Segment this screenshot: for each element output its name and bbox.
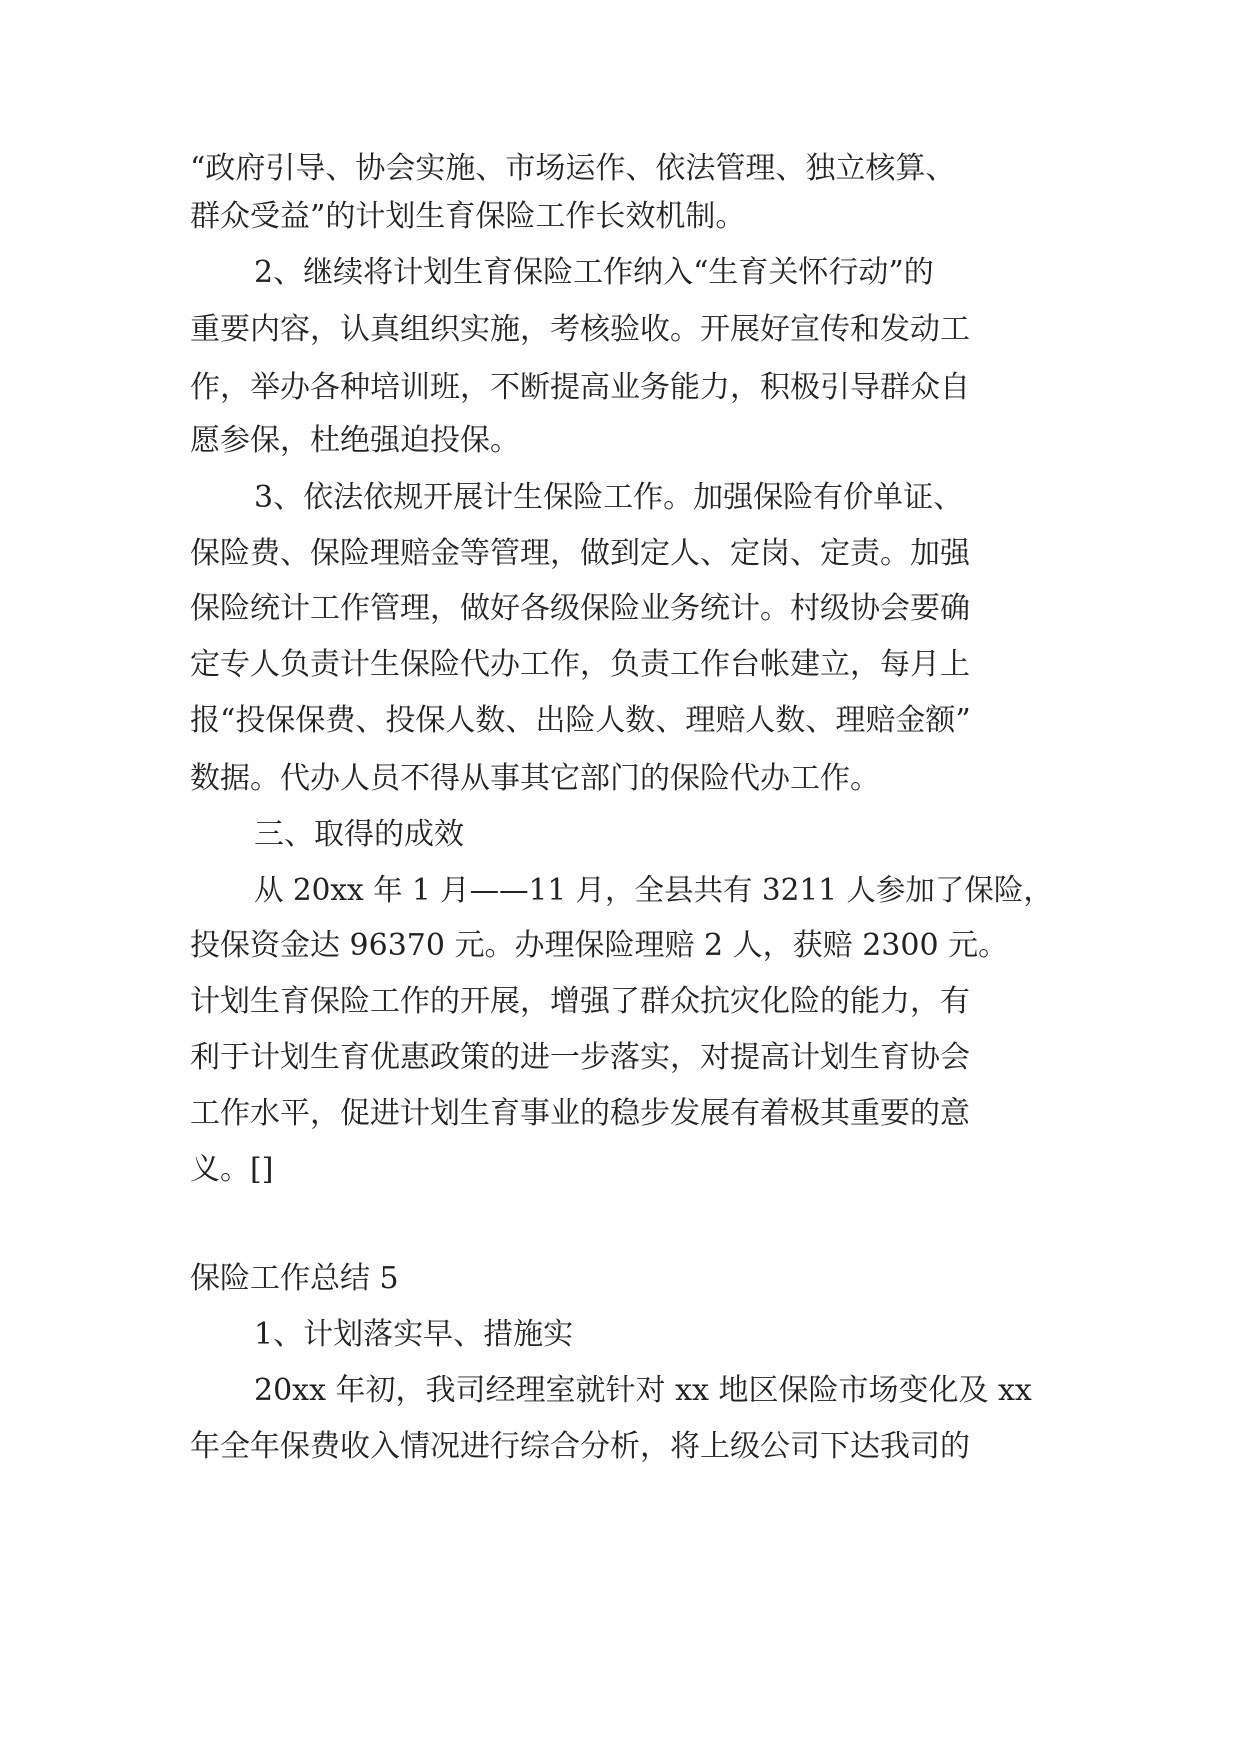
text-line: 义。[]	[190, 1152, 274, 1187]
paragraph-line: 2、继续将计划生育保险工作纳入“生育关怀行动”的	[254, 255, 934, 290]
text-line: 定专人负责计生保险代办工作，负责工作台帐建立，每月上	[190, 647, 970, 682]
text-line: 数据。代办人员不得从事其它部门的保险代办工作。	[190, 761, 880, 796]
paragraph-line: 20xx 年初，我司经理室就针对 xx 地区保险市场变化及 xx	[254, 1373, 1032, 1408]
text-line: 利于计划生育优惠政策的进一步落实，对提高计划生育协会	[190, 1040, 970, 1075]
text-line: 投保资金达 96370 元。办理保险理赔 2 人，获赔 2300 元。	[190, 928, 1009, 963]
text-line: “政府引导、协会实施、市场运作、依法管理、独立核算、	[190, 151, 956, 186]
text-line: 重要内容，认真组织实施，考核验收。开展好宣传和发动工	[190, 312, 970, 347]
text-line: 作，举办各种培训班，不断提高业务能力，积极引导群众自	[190, 370, 970, 405]
paragraph-line: 从 20xx 年 1 月——11 月，全县共有 3211 人参加了保险，	[254, 873, 1053, 907]
text-line: 计划生育保险工作的开展，增强了群众抗灾化险的能力，有	[190, 984, 970, 1019]
text-line: 保险费、保险理赔金等管理，做到定人、定岗、定责。加强	[190, 536, 970, 571]
section-heading: 1、计划落实早、措施实	[254, 1317, 574, 1352]
text-line: 保险统计工作管理，做好各级保险业务统计。村级协会要确	[190, 591, 970, 626]
text-line: 报“投保保费、投保人数、出险人数、理赔人数、理赔金额”	[190, 703, 971, 738]
paragraph-line: 3、依法依规开展计生保险工作。加强保险有价单证、	[254, 480, 964, 515]
text-line: 工作水平，促进计划生育事业的稳步发展有着极其重要的意	[190, 1096, 970, 1131]
document-title: 保险工作总结 5	[190, 1261, 399, 1296]
text-line: 年全年保费收入情况进行综合分析，将上级公司下达我司的	[190, 1429, 970, 1464]
text-line: 愿参保，杜绝强迫投保。	[190, 423, 520, 458]
text-line: 群众受益”的计划生育保险工作长效机制。	[190, 199, 746, 234]
section-heading: 三、取得的成效	[254, 817, 464, 852]
